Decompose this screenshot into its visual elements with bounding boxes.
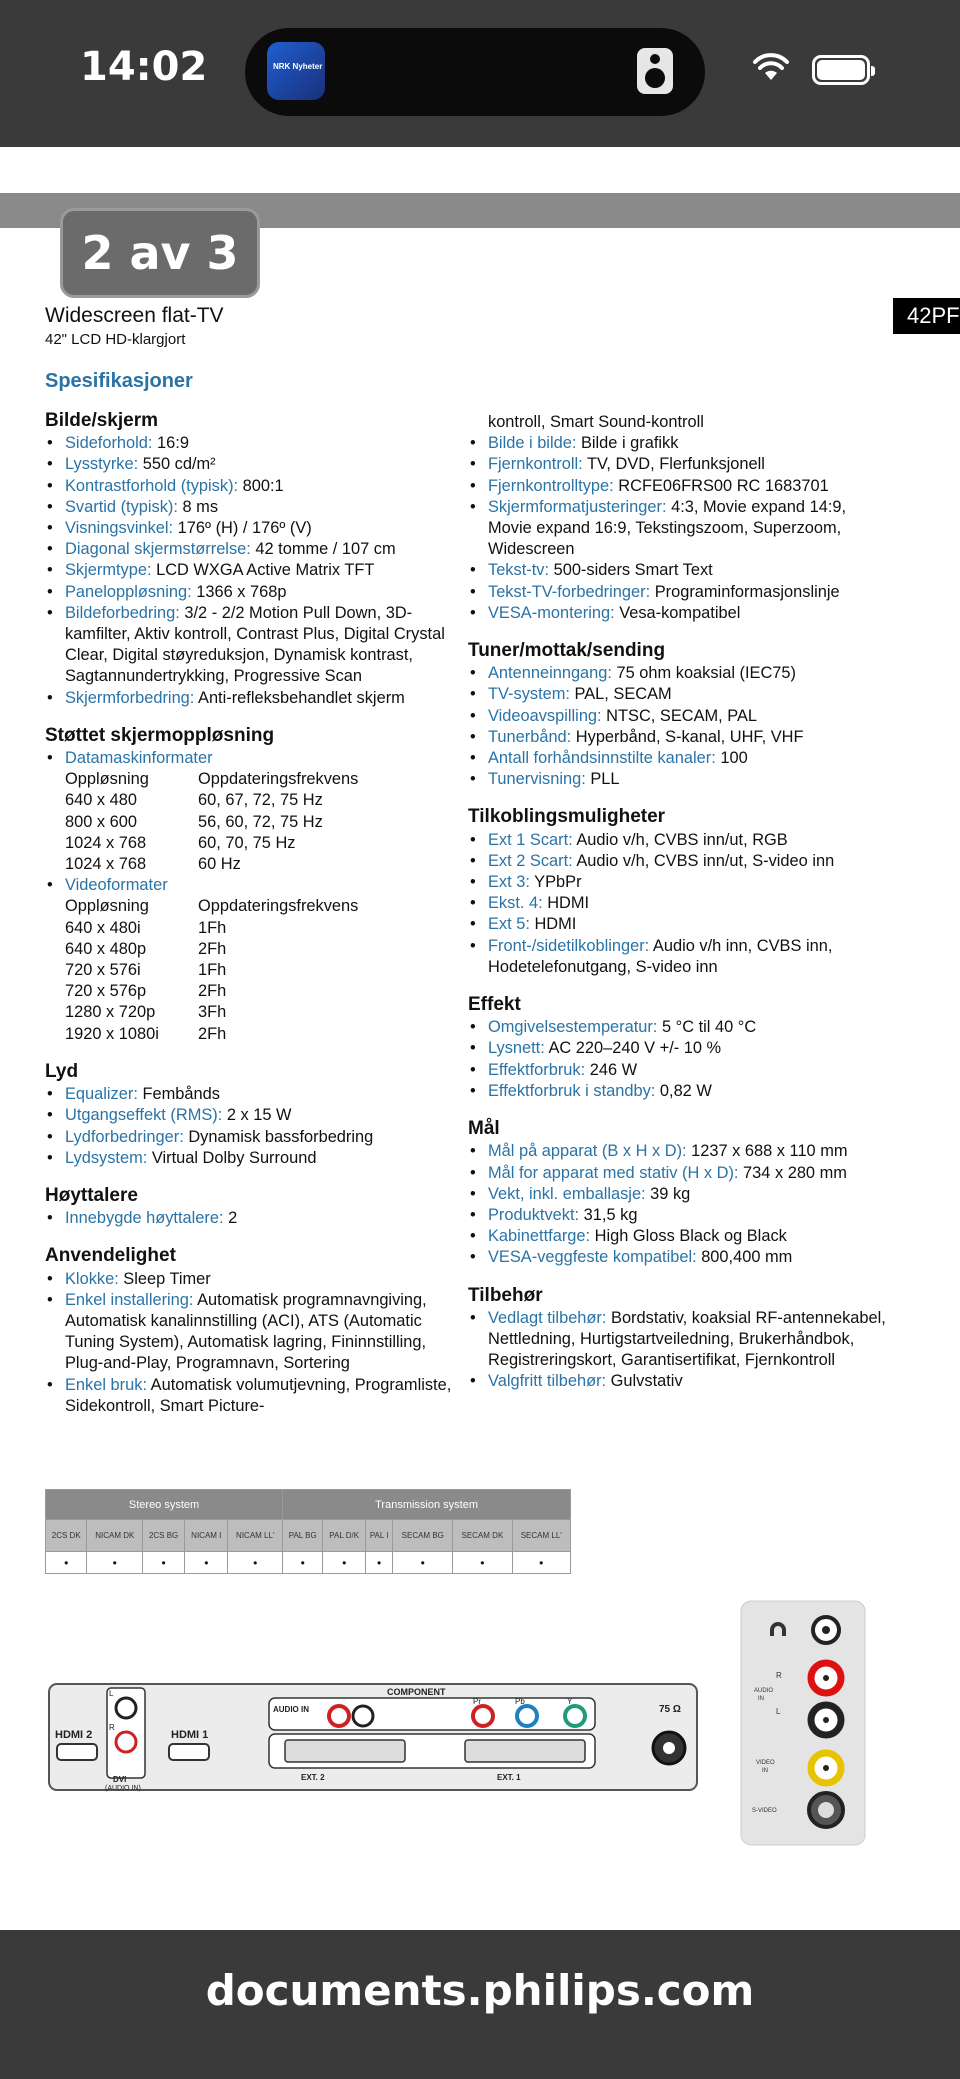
- table-cell: •: [453, 1552, 512, 1574]
- spec-value: 734 x 280 mm: [738, 1163, 847, 1182]
- table-row: 1280 x 720p 3Fh: [65, 1003, 227, 1022]
- dvi-label: DVI: [113, 1775, 127, 1784]
- spec-value: PAL, SECAM: [569, 685, 672, 704]
- hdmi2-label: HDMI 2: [55, 1729, 93, 1741]
- spec-label: Ext 2 Scart:: [488, 851, 573, 870]
- dvi-audio-r-jack: [116, 1732, 136, 1752]
- spec-label: Fjernkontroll:: [488, 455, 583, 474]
- spec-label: Mål på apparat (B x H x D):: [488, 1142, 687, 1161]
- spec-label: Lydsystem:: [65, 1148, 148, 1167]
- table-col-header: PAL BG: [283, 1520, 323, 1552]
- list-item: [468, 893, 888, 914]
- spec-value: 16:9: [152, 434, 189, 453]
- section-title: Tilkoblingsmuligheter: [468, 806, 666, 828]
- spec-column-right: [468, 412, 888, 1393]
- spec-value: Dynamisk bassforbedring: [183, 1127, 374, 1146]
- svg-text:R: R: [109, 1723, 115, 1732]
- table-cell: •: [87, 1552, 143, 1574]
- spec-value: Programinformasjonslinje: [650, 582, 840, 601]
- spec-value: 39 kg: [645, 1184, 691, 1203]
- section-title: Tuner/mottak/sending: [468, 640, 666, 662]
- svg-text:S-VIDEO: S-VIDEO: [752, 1808, 777, 1814]
- spec-label: Utgangseffekt (RMS):: [65, 1106, 223, 1125]
- pr-jack: [473, 1706, 493, 1726]
- list-item: [45, 1105, 455, 1126]
- section-title: Tilbehør: [468, 1284, 543, 1306]
- spec-label: Antall forhåndsinnstilte kanaler:: [488, 749, 716, 768]
- table-group-header: Stereo system: [46, 1490, 283, 1520]
- spec-label: Ekst. 4:: [488, 894, 543, 913]
- spec-value: 500-siders Smart Text: [549, 561, 713, 580]
- list-item: [468, 748, 888, 769]
- spec-value: 8 ms: [177, 497, 219, 516]
- list-item-continuation: kontroll, Smart Sound-kontroll: [488, 413, 704, 431]
- spec-value: 1366 x 768p: [191, 582, 287, 601]
- list-item: [468, 476, 888, 497]
- section-title: Bilde/skjerm: [45, 410, 158, 431]
- spec-value: RCFE06FRS00 RC 1683701: [613, 476, 829, 495]
- spec-value: 42 tomme / 107 cm: [250, 540, 396, 559]
- table-col-header: 2CS DK: [46, 1520, 87, 1552]
- list-item: [468, 1038, 888, 1059]
- spec-value: Automatisk volumutjevning, Programliste, Sidekontroll, Smart Picture-: [65, 1375, 452, 1415]
- table-row: 720 x 576i 1Fh: [65, 961, 227, 980]
- spec-value: 800:1: [238, 476, 284, 495]
- spec-label: Sideforhold:: [65, 434, 153, 453]
- table-cell: •: [46, 1552, 87, 1574]
- table-col-header: SECAM LL': [512, 1520, 570, 1552]
- spec-label: Tunerbånd:: [488, 727, 572, 746]
- ext1-scart: [465, 1740, 585, 1762]
- table-row: 640 x 480 60, 67, 72, 75 Hz: [65, 791, 323, 810]
- spec-label: Bildeforbedring:: [65, 603, 180, 622]
- table-cell: •: [366, 1552, 393, 1574]
- spec-value: Bilde i grafikk: [576, 434, 679, 453]
- list-item: [45, 1127, 455, 1148]
- list-item: [468, 1141, 888, 1162]
- spec-label: Effektforbruk i standby:: [488, 1081, 656, 1100]
- spec-label: Kabinettfarge:: [488, 1227, 591, 1246]
- spec-label: Equalizer:: [65, 1085, 138, 1104]
- section-title: Høyttalere: [45, 1184, 138, 1206]
- table-group-header: Transmission system: [283, 1490, 571, 1520]
- spec-label: Klokke:: [65, 1269, 119, 1288]
- list-item: [468, 1184, 888, 1205]
- table-col-header: SECAM BG: [393, 1520, 453, 1552]
- list-item: [45, 560, 455, 581]
- table-col-header: NICAM I: [185, 1520, 228, 1552]
- list-item: [468, 1163, 888, 1184]
- spec-label: Bilde i bilde:: [488, 434, 577, 453]
- spec-value: 3/2 - 2/2 Motion Pull Down, 3D-kamfilter, Aktiv kontroll, Contrast Plus, Digital Crystal Clear, Digital støyreduksjon, Dynamisk kontrast, Sagtannundertrykking, Progressive Scan: [65, 603, 445, 686]
- spec-value: HDMI: [529, 915, 577, 934]
- list-item: [45, 1148, 455, 1169]
- spec-label: Tunervisning:: [488, 770, 586, 789]
- spec-value: Sleep Timer: [118, 1269, 211, 1288]
- svg-text:R: R: [776, 1671, 782, 1680]
- spec-label: Valgfritt tilbehør:: [488, 1372, 607, 1391]
- hdmi1-port: [169, 1744, 209, 1760]
- table-cell: •: [143, 1552, 185, 1574]
- model-tab: 42PF: [893, 298, 960, 334]
- svg-text:L: L: [776, 1707, 781, 1716]
- list-item: [468, 1081, 888, 1102]
- spec-label: Ext 3:: [488, 873, 530, 892]
- table-col-header: PAL D/K: [323, 1520, 366, 1552]
- dvi-sublabel: (AUDIO IN): [105, 1785, 141, 1792]
- spec-label: Tekst-tv:: [488, 561, 550, 580]
- list-item: [468, 830, 888, 851]
- list-item: [45, 1375, 455, 1417]
- list-item: [45, 1269, 455, 1290]
- ext2-scart: [285, 1740, 405, 1762]
- spec-value: 246 W: [585, 1060, 638, 1079]
- spec-value: Vesa-kompatibel: [614, 603, 741, 622]
- spec-label: Fjernkontrolltype:: [488, 476, 614, 495]
- svg-text:AUDIO: AUDIO: [754, 1688, 774, 1694]
- list-item: [468, 914, 888, 935]
- spec-value: Anti-refleksbehandlet skjerm: [194, 688, 405, 707]
- spec-label: Svartid (typisk):: [65, 497, 178, 516]
- spec-value: 75 ohm koaksial (IEC75): [611, 664, 796, 683]
- spec-value: Bordstativ, koaksial RF-antennekabel, Nettledning, Hurtigstartveiledning, Brukerhåndbok, Registreringskort, Garantisertifikat, Fjernkontroll: [488, 1308, 886, 1370]
- svg-text:Y: Y: [567, 1697, 573, 1706]
- table-cell: •: [393, 1552, 453, 1574]
- spec-label: TV-system:: [488, 685, 570, 704]
- battery-icon: [812, 55, 870, 85]
- list-item: [468, 1371, 888, 1392]
- spec-label: Diagonal skjermstørrelse:: [65, 540, 251, 559]
- spec-value: Automatisk programnavngiving, Automatisk kanalinnstilling (ACI), ATS (Automatic Tuning System), Automatisk lagring, Fininnstilling, Plug-and-Play, Programnavn, Sortering: [65, 1290, 427, 1373]
- list-item: [468, 851, 888, 872]
- svg-text:EXT. 2: EXT. 2: [301, 1773, 325, 1782]
- list-item: • Videoformater: [45, 875, 455, 896]
- table-col-header: 2CS BG: [143, 1520, 185, 1552]
- spec-label: Tekst-TV-forbedringer:: [488, 582, 651, 601]
- spec-label: Omgivelsestemperatur:: [488, 1018, 658, 1037]
- spec-value: 4:3, Movie expand 14:9, Movie expand 16:9, Tekstingszoom, Superzoom, Widescreen: [488, 497, 847, 559]
- spec-label: Front-/sidetilkoblinger:: [488, 936, 650, 955]
- spec-value: 1237 x 688 x 110 mm: [686, 1142, 848, 1161]
- spec-label: Vekt, inkl. emballasje:: [488, 1184, 646, 1203]
- list-item: [45, 454, 455, 475]
- clock: 14:02: [80, 44, 208, 90]
- list-item: [468, 1060, 888, 1081]
- spec-value: Fembånds: [137, 1085, 220, 1104]
- spec-value: TV, DVD, Flerfunksjonell: [582, 455, 765, 474]
- table-cell: •: [283, 1552, 323, 1574]
- spec-value: 100: [715, 749, 748, 768]
- spec-value: NTSC, SECAM, PAL: [601, 706, 758, 725]
- spec-label: Videoavspilling:: [488, 706, 602, 725]
- svg-text:Pr: Pr: [473, 1697, 481, 1706]
- list-item: [45, 1208, 455, 1229]
- list-item: [468, 727, 888, 748]
- list-item: [468, 936, 888, 978]
- svg-text:VIDEO: VIDEO: [756, 1760, 775, 1766]
- spec-heading: Spesifikasjoner: [45, 370, 193, 392]
- table-row: 1024 x 768 60 Hz: [65, 855, 241, 874]
- table-row: 1920 x 1080i 2Fh: [65, 1024, 227, 1043]
- list-item: [468, 560, 888, 581]
- section-title: Anvendelighet: [45, 1245, 176, 1267]
- spec-label: Skjermtype:: [65, 561, 152, 580]
- spec-label: VESA-veggfeste kompatibel:: [488, 1248, 697, 1267]
- spec-value: HDMI: [542, 894, 590, 913]
- list-item: [45, 433, 455, 454]
- doc-title: Widescreen flat-TV: [45, 304, 224, 327]
- list-item: [468, 433, 888, 454]
- spec-label: Skjermformatjusteringer:: [488, 497, 667, 516]
- pb-jack: [517, 1706, 537, 1726]
- section-title: Effekt: [468, 994, 521, 1016]
- svg-text:EXT. 1: EXT. 1: [497, 1773, 521, 1782]
- spec-label: Kontrastforhold (typisk):: [65, 476, 239, 495]
- spec-label: Enkel bruk:: [65, 1375, 147, 1394]
- hdmi1-label: HDMI 1: [171, 1729, 209, 1741]
- spec-value: 31,5 kg: [579, 1205, 638, 1224]
- table-cell: •: [512, 1552, 570, 1574]
- list-item: [45, 1084, 455, 1105]
- svg-text:AUDIO IN: AUDIO IN: [273, 1705, 309, 1714]
- list-item: [468, 497, 888, 561]
- antenna-label: 75 Ω: [659, 1704, 681, 1715]
- side-connector-panel: [740, 1600, 866, 1846]
- list-item: [468, 1226, 888, 1247]
- spec-value: Audio v/h, CVBS inn/ut, RGB: [572, 830, 788, 849]
- table-cell: •: [228, 1552, 283, 1574]
- spec-value: High Gloss Black og Black: [590, 1227, 787, 1246]
- spec-value: 550 cd/m²: [138, 455, 216, 474]
- spec-value: LCD WXGA Active Matrix TFT: [151, 561, 375, 580]
- spec-label: Effektforbruk:: [488, 1060, 586, 1079]
- spec-column-left: [45, 410, 455, 1417]
- resolution-table-computer: Oppløsning Oppdateringsfrekvens 640 x 480 60, 67, 72, 75 Hz 800 x 600 56, 60, 72, 75 Hz 1024 x 768 60, 70, 75 Hz 1024 x 768 60 Hz: [45, 769, 455, 875]
- dvi-audio-l-jack: [116, 1698, 136, 1718]
- table-row: 1024 x 768 60, 70, 75 Hz: [65, 833, 296, 852]
- section-title: Støttet skjermoppløsning: [45, 724, 275, 746]
- list-item: • Datamaskinformater: [45, 748, 455, 769]
- list-item: [45, 688, 455, 709]
- list-item: [468, 663, 888, 684]
- rear-connector-panel: [47, 1682, 699, 1792]
- list-item: [468, 1247, 888, 1268]
- svg-text:Pb: Pb: [515, 1697, 525, 1706]
- list-item: [468, 1017, 888, 1038]
- table-col-header: NICAM DK: [87, 1520, 143, 1552]
- doc-subtitle: 42" LCD HD-klargjort: [45, 331, 186, 348]
- spec-value: AC 220–240 V +/- 10 %: [544, 1039, 722, 1058]
- list-item: [468, 454, 888, 475]
- spec-label: Antenneinngang:: [488, 664, 612, 683]
- table-cell: •: [323, 1552, 366, 1574]
- list-item: [45, 539, 455, 560]
- table-col-header: SECAM DK: [453, 1520, 512, 1552]
- spec-value: Virtual Dolby Surround: [147, 1148, 317, 1167]
- list-item: [45, 603, 455, 688]
- table-col-header: NICAM LL': [228, 1520, 283, 1552]
- svg-text:L: L: [109, 1689, 114, 1698]
- spec-label: Produktvekt:: [488, 1205, 580, 1224]
- resolution-table-video: Oppløsning Oppdateringsfrekvens 640 x 480i 1Fh 640 x 480p 2Fh 720 x 576i 1Fh 720 x 576p 2Fh 1280 x 720p 3Fh 1920 x 1080i 2Fh: [45, 896, 455, 1044]
- list-item: [468, 684, 888, 705]
- spec-value: 2 x 15 W: [222, 1106, 292, 1125]
- spec-label: Innebygde høyttalere:: [65, 1209, 224, 1228]
- list-item: [468, 582, 888, 603]
- list-item: [45, 582, 455, 603]
- url-text[interactable]: documents.philips.com: [205, 1966, 755, 2015]
- table-cell: •: [185, 1552, 228, 1574]
- spec-value: Hyperbånd, S-kanal, UHF, VHF: [571, 727, 804, 746]
- spec-label: VESA-montering:: [488, 603, 615, 622]
- list-item: [468, 872, 888, 893]
- list-item: [468, 706, 888, 727]
- y-jack: [565, 1706, 585, 1726]
- spec-value: Gulvstativ: [606, 1372, 683, 1391]
- hdmi2-port: [57, 1744, 97, 1760]
- news-app-icon[interactable]: NRK Nyheter: [267, 42, 325, 100]
- spec-value: 5 °C til 40 °C: [657, 1018, 757, 1037]
- section-title: Mål: [468, 1118, 500, 1140]
- section-title: Lyd: [45, 1060, 79, 1082]
- audio-r-jack: [329, 1706, 349, 1726]
- spec-label: Visningsvinkel:: [65, 519, 174, 538]
- list-item: [468, 603, 888, 624]
- dynamic-island[interactable]: [245, 28, 705, 116]
- spec-value: 0,82 W: [655, 1081, 712, 1100]
- table-row: 800 x 600 56, 60, 72, 75 Hz: [65, 812, 323, 831]
- spec-label: Skjermforbedring:: [65, 688, 195, 707]
- list-item: [468, 1308, 888, 1372]
- page-indicator: 2 av 3: [60, 208, 260, 298]
- wifi-icon: [752, 52, 790, 82]
- spec-label: Ext 1 Scart:: [488, 830, 573, 849]
- svg-text:IN: IN: [758, 1696, 764, 1702]
- spec-value: PLL: [585, 770, 620, 789]
- spec-value: Audio v/h, CVBS inn/ut, S-video inn: [572, 851, 835, 870]
- table-col-header: PAL I: [366, 1520, 393, 1552]
- spec-value: YPbPr: [529, 873, 582, 892]
- speaker-icon: [637, 48, 673, 94]
- list-item: [468, 1205, 888, 1226]
- audio-l-jack: [353, 1706, 373, 1726]
- list-item: [45, 1290, 455, 1375]
- table-row: 640 x 480p 2Fh: [65, 939, 227, 958]
- list-item: [45, 476, 455, 497]
- transmission-table: [45, 1489, 571, 1574]
- spec-value: 176º (H) / 176º (V): [173, 519, 312, 538]
- spec-label: Vedlagt tilbehør:: [488, 1308, 607, 1327]
- table-row: 640 x 480i 1Fh: [65, 918, 227, 937]
- spec-label: Lydforbedringer:: [65, 1127, 184, 1146]
- spec-label: Paneloppløsning:: [65, 582, 192, 601]
- spec-label: Ext 5:: [488, 915, 530, 934]
- spec-value: 2: [223, 1209, 238, 1228]
- component-label: COMPONENT: [387, 1687, 446, 1697]
- spec-label: Lysnett:: [488, 1039, 545, 1058]
- list-item: [45, 518, 455, 539]
- svg-text:IN: IN: [762, 1768, 768, 1774]
- list-item: [45, 497, 455, 518]
- spec-value: Audio v/h inn, CVBS inn, Hodetelefonutgang, S-video inn: [488, 936, 833, 976]
- table-row: 720 x 576p 2Fh: [65, 982, 227, 1001]
- spec-value: 800,400 mm: [696, 1248, 793, 1267]
- spec-label: Mål for apparat med stativ (H x D):: [488, 1163, 739, 1182]
- spec-label: Enkel installering:: [65, 1290, 194, 1309]
- spec-label: Lysstyrke:: [65, 455, 139, 474]
- list-item: [468, 769, 888, 790]
